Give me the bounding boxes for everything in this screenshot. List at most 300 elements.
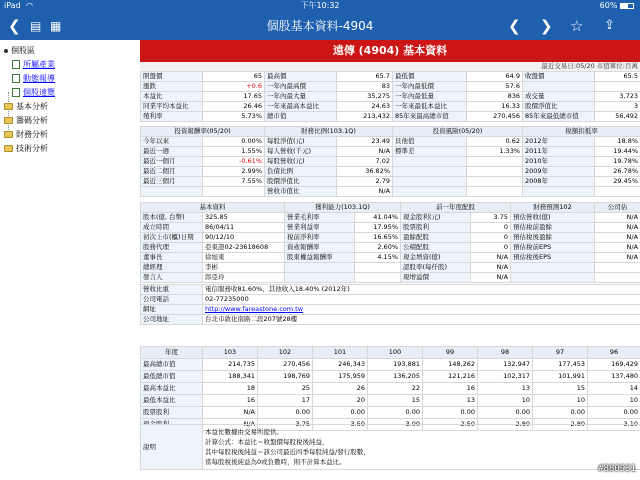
document-icon bbox=[12, 60, 20, 69]
field-value: 26.78% bbox=[595, 167, 640, 177]
field-label: 85年來最高總市值 bbox=[393, 112, 467, 122]
table-row bbox=[141, 187, 640, 197]
field-text: 電信服務收81.60%、其他收入18.40% (2012年) bbox=[205, 285, 350, 293]
field-value bbox=[467, 167, 523, 177]
field-value: 19.78% bbox=[595, 157, 640, 167]
field-label: 營業利益率 bbox=[285, 223, 355, 233]
sidebar-item-label: 基本分析 bbox=[16, 102, 48, 111]
company-info-table bbox=[140, 284, 640, 325]
field-label: 2012年 bbox=[523, 137, 595, 147]
field-label: 最近一個月 bbox=[141, 157, 203, 167]
field-value: 25 bbox=[258, 383, 313, 395]
field-value: 19.44% bbox=[595, 147, 640, 157]
sidebar-item-label: 財務分析 bbox=[16, 130, 48, 139]
watermark: #880931 bbox=[598, 464, 636, 474]
field-value: 3.10 bbox=[588, 419, 640, 431]
field-value: 36.82% bbox=[337, 167, 393, 177]
note-line: 本益比數據由交易所提供。 bbox=[205, 428, 283, 436]
field-label: 現金增資(億) bbox=[401, 253, 471, 263]
field-value: 3.00 bbox=[368, 419, 423, 431]
field-label: 股票股利 bbox=[401, 223, 471, 233]
field-value: 17 bbox=[258, 395, 313, 407]
field-value bbox=[467, 187, 523, 197]
field-label: 每股淨值(元) bbox=[265, 137, 337, 147]
folder-icon bbox=[4, 145, 13, 152]
status-time: 下午10:32 bbox=[300, 1, 340, 10]
field-label: 公司電話 bbox=[141, 295, 203, 305]
sidebar-item-1[interactable] bbox=[12, 58, 55, 72]
section-title: 投資報酬率(05/20) bbox=[141, 127, 265, 137]
field-value: 35,275 bbox=[337, 92, 393, 102]
field-value: 15 bbox=[533, 383, 588, 395]
field-label: 董事長 bbox=[141, 253, 203, 263]
field-value: 3,723 bbox=[595, 92, 640, 102]
field-value: 郎亞玲 bbox=[203, 273, 285, 283]
field-label: 稅前淨利率 bbox=[285, 233, 355, 243]
sidebar-item-label: 籌碼分析 bbox=[16, 116, 48, 125]
field-label: 每股營收(元) bbox=[265, 157, 337, 167]
field-value: 121,216 bbox=[423, 371, 478, 383]
website-link[interactable] bbox=[203, 305, 640, 315]
table-row bbox=[141, 72, 640, 82]
ratio-table bbox=[140, 126, 640, 197]
field-value: 64.9 bbox=[467, 72, 523, 82]
field-value: 李彬 bbox=[203, 263, 285, 273]
field-label: 漲跌 bbox=[141, 82, 203, 92]
year-header: 97 bbox=[533, 347, 588, 359]
field-value: 0.00 bbox=[368, 407, 423, 419]
grid-icon[interactable]: ▦ bbox=[50, 19, 62, 33]
field-value: 90/12/10 bbox=[203, 233, 285, 243]
stock-content bbox=[140, 40, 640, 480]
field-label: 最近三個月 bbox=[141, 177, 203, 187]
field-value: N/A bbox=[203, 407, 258, 419]
section-header bbox=[141, 127, 640, 137]
field-value: 4.15% bbox=[355, 253, 401, 263]
field-value: N/A bbox=[471, 263, 511, 273]
field-label: 最低本益比 bbox=[141, 395, 203, 407]
table-row bbox=[141, 243, 640, 253]
history-header bbox=[141, 347, 640, 359]
field-value: 41.04% bbox=[355, 213, 401, 223]
field-value: 7.02 bbox=[337, 157, 393, 167]
note-text bbox=[203, 425, 640, 470]
table-row bbox=[141, 371, 640, 383]
field-value: 2.80 bbox=[478, 419, 533, 431]
table-row bbox=[141, 395, 640, 407]
field-value: 0.00 bbox=[533, 407, 588, 419]
field-value: N/A bbox=[595, 223, 640, 233]
field-value: 0.00 bbox=[588, 407, 640, 419]
field-value bbox=[595, 273, 640, 283]
note-line: 當每股稅後純益為0或負數時，則不計算本益比。 bbox=[205, 458, 346, 466]
field-label: 股票股利 bbox=[141, 407, 203, 419]
section-title: 投資風險(05/20) bbox=[393, 127, 523, 137]
field-label bbox=[393, 167, 467, 177]
page-title: 個股基本資料-4904 bbox=[266, 19, 374, 33]
sidebar-item-4[interactable] bbox=[4, 100, 48, 114]
sidebar-item-label: 所屬產業 bbox=[23, 60, 55, 69]
field-value: 29.45% bbox=[595, 177, 640, 187]
field-value bbox=[203, 315, 640, 325]
field-label: 股東權益報酬率 bbox=[285, 253, 355, 263]
field-label: 負債比例 bbox=[265, 167, 337, 177]
field-label: 2008年 bbox=[523, 177, 595, 187]
field-value: N/A bbox=[595, 233, 640, 243]
field-value bbox=[355, 263, 401, 273]
quote-table bbox=[140, 71, 640, 122]
field-value: 13 bbox=[478, 383, 533, 395]
sidebar-item-2[interactable] bbox=[12, 72, 55, 86]
field-label bbox=[523, 82, 595, 92]
document-icon bbox=[12, 88, 20, 97]
table-row bbox=[141, 263, 640, 273]
sidebar-item-3[interactable] bbox=[12, 86, 55, 100]
website-url[interactable]: http://www.fareastone.com.tw bbox=[205, 305, 304, 313]
table-row bbox=[141, 167, 640, 177]
book-icon[interactable]: ▤ bbox=[30, 19, 42, 33]
field-label: 2009年 bbox=[523, 167, 595, 177]
share-icon[interactable]: ⇪ bbox=[604, 18, 615, 33]
table-row bbox=[141, 223, 640, 233]
field-label: 股本(億, 台幣) bbox=[141, 213, 203, 223]
field-value: 0.00 bbox=[313, 407, 368, 419]
field-label: 最低價 bbox=[393, 72, 467, 82]
field-label: 股價淨值比 bbox=[523, 102, 595, 112]
field-label: 一年來最高本益比 bbox=[265, 102, 337, 112]
field-label: 一年內最高價 bbox=[265, 82, 337, 92]
chevron-left-icon[interactable]: ❮ bbox=[8, 17, 21, 35]
field-label bbox=[393, 177, 467, 187]
field-value: 23.49 bbox=[337, 137, 393, 147]
field-label: 最近二個月 bbox=[141, 167, 203, 177]
field-value: 0.62 bbox=[467, 137, 523, 147]
field-label: 初次上市(櫃)日期 bbox=[141, 233, 203, 243]
back-button[interactable]: ❮ bbox=[508, 17, 521, 35]
field-label: 今年以來 bbox=[141, 137, 203, 147]
year-header: 101 bbox=[313, 347, 368, 359]
field-value: 17.65 bbox=[203, 92, 265, 102]
year-header: 100 bbox=[368, 347, 423, 359]
field-value: 3 bbox=[595, 102, 640, 112]
field-label: 最高本益比 bbox=[141, 383, 203, 395]
sidebar bbox=[0, 40, 114, 480]
table-row bbox=[141, 233, 640, 243]
field-label: 每人營收(千元) bbox=[265, 147, 337, 157]
field-label bbox=[393, 157, 467, 167]
field-value: +0.6 bbox=[203, 82, 265, 92]
field-value: 18.8% bbox=[595, 137, 640, 147]
field-value: 0 bbox=[471, 223, 511, 233]
field-value: N/A bbox=[337, 147, 393, 157]
status-bar bbox=[0, 0, 640, 12]
nav-bar bbox=[0, 12, 640, 40]
banner-title: 遠傳 (4904) 基本資料 bbox=[140, 40, 640, 62]
field-value: 175,959 bbox=[313, 371, 368, 383]
field-value: 5.73% bbox=[203, 112, 265, 122]
field-label bbox=[141, 187, 203, 197]
field-value: 198,769 bbox=[258, 371, 313, 383]
field-value: 13 bbox=[423, 395, 478, 407]
field-value: 56,492 bbox=[595, 112, 640, 122]
field-value: -0.61% bbox=[203, 157, 265, 167]
field-value bbox=[467, 177, 523, 187]
field-value: 24.63 bbox=[337, 102, 393, 112]
field-value: 0.00 bbox=[478, 407, 533, 419]
field-value: 0.00 bbox=[423, 407, 478, 419]
section-title: 獲利能力(103.1Q) bbox=[285, 203, 401, 213]
section-title: 公司估 bbox=[595, 203, 640, 213]
section-title: 基本資料 bbox=[141, 203, 285, 213]
field-value bbox=[595, 187, 640, 197]
table-row bbox=[141, 213, 640, 223]
field-value: 26 bbox=[313, 383, 368, 395]
note-line: 計算公式：本益比＝收盤價每股稅後純益， bbox=[205, 438, 329, 446]
field-value: 10 bbox=[588, 395, 640, 407]
field-label: 殖利率 bbox=[141, 112, 203, 122]
field-value: 270,456 bbox=[258, 359, 313, 371]
table-row bbox=[141, 359, 640, 371]
sidebar-item-label: 技術分析 bbox=[16, 144, 48, 153]
table-row bbox=[141, 102, 640, 112]
field-value: 1.55% bbox=[203, 147, 265, 157]
field-value: 325.85 bbox=[203, 213, 285, 223]
section-title: 財務預測102 bbox=[511, 203, 595, 213]
field-label: 現金股利(元) bbox=[401, 213, 471, 223]
field-value: 0.00% bbox=[203, 137, 265, 147]
field-value bbox=[203, 295, 640, 305]
field-label: 資產報酬率 bbox=[285, 243, 355, 253]
field-label: 本益比 bbox=[141, 92, 203, 102]
field-value: 57.6 bbox=[467, 82, 523, 92]
field-label: 貝他值 bbox=[393, 137, 467, 147]
field-value: 177,453 bbox=[533, 359, 588, 371]
field-label: 預估稅前EPS bbox=[511, 243, 595, 253]
field-value: 65 bbox=[203, 72, 265, 82]
field-value: 16 bbox=[423, 383, 478, 395]
year-header: 103 bbox=[203, 347, 258, 359]
field-value: 137,480 bbox=[588, 371, 640, 383]
sidebar-root[interactable]: 個股區 bbox=[4, 44, 35, 58]
section-title: 前一年度配股 bbox=[401, 203, 511, 213]
field-label: 認股率(每仟股) bbox=[401, 263, 471, 273]
field-value: 101,991 bbox=[533, 371, 588, 383]
table-row bbox=[141, 273, 640, 283]
field-value: N/A bbox=[337, 187, 393, 197]
folder-icon bbox=[4, 103, 13, 110]
field-label: 85年來最低總市值 bbox=[523, 112, 595, 122]
field-value: 0.00 bbox=[258, 407, 313, 419]
field-value: 16.65% bbox=[355, 233, 401, 243]
field-label: 成立時間 bbox=[141, 223, 203, 233]
table-row bbox=[141, 112, 640, 122]
year-header: 102 bbox=[258, 347, 313, 359]
sidebar-item-label: 個股速覽 bbox=[23, 88, 55, 97]
field-label: 股務代理 bbox=[141, 243, 203, 253]
field-label: 2010年 bbox=[523, 157, 595, 167]
field-value: N/A bbox=[203, 419, 258, 431]
field-value bbox=[203, 285, 640, 295]
table-row bbox=[141, 253, 640, 263]
forward-button[interactable]: ❯ bbox=[540, 17, 553, 35]
field-value: N/A bbox=[471, 253, 511, 263]
field-label: 標準差 bbox=[393, 147, 467, 157]
field-label bbox=[511, 273, 595, 283]
field-value: 10 bbox=[478, 395, 533, 407]
field-value: 3.75 bbox=[258, 419, 313, 431]
section-title: 財務比例(103.1Q) bbox=[265, 127, 393, 137]
field-label: 預估稅後EPS bbox=[511, 253, 595, 263]
device-name: iPad bbox=[4, 1, 21, 10]
battery-icon bbox=[620, 3, 634, 9]
field-value: 亞東證02-23618608 bbox=[203, 243, 285, 253]
field-label: 一年內最低價 bbox=[393, 82, 467, 92]
year-header: 年度 bbox=[141, 347, 203, 359]
field-value: 836 bbox=[467, 92, 523, 102]
field-value: 徐旭東 bbox=[203, 253, 285, 263]
field-value: 2.80 bbox=[533, 419, 588, 431]
field-label bbox=[393, 187, 467, 197]
field-value: N/A bbox=[595, 253, 640, 263]
note-label: 說明 bbox=[141, 425, 203, 470]
field-label: 現增溢價 bbox=[401, 273, 471, 283]
field-label: 最低總市值 bbox=[141, 371, 203, 383]
note-row bbox=[141, 425, 640, 470]
field-label: 同業平均本益比 bbox=[141, 102, 203, 112]
field-value: 83 bbox=[337, 82, 393, 92]
field-label: 預估稅前盈餘 bbox=[511, 223, 595, 233]
field-label: 最高總市值 bbox=[141, 359, 203, 371]
field-value: 26.46 bbox=[203, 102, 265, 112]
year-header: 98 bbox=[478, 347, 533, 359]
field-label: 一年內最大量 bbox=[265, 92, 337, 102]
table-row bbox=[141, 137, 640, 147]
document-icon bbox=[12, 74, 20, 83]
field-value: 193,881 bbox=[368, 359, 423, 371]
field-label: 總經理 bbox=[141, 263, 203, 273]
field-value: 65.5 bbox=[595, 72, 640, 82]
field-label: 公積配股 bbox=[401, 243, 471, 253]
table-row bbox=[141, 147, 640, 157]
banner-sub: 最近交易日:05/20 市值單位:百萬 bbox=[140, 62, 640, 71]
field-label: 一年內最低量 bbox=[393, 92, 467, 102]
field-value: 0 bbox=[471, 233, 511, 243]
field-value: 86/04/11 bbox=[203, 223, 285, 233]
star-icon[interactable]: ☆ bbox=[570, 17, 584, 35]
battery-level: 60% bbox=[600, 0, 634, 12]
field-value: 15 bbox=[368, 395, 423, 407]
field-label: 最近一週 bbox=[141, 147, 203, 157]
field-value: 2.79 bbox=[337, 177, 393, 187]
field-text: 02-77235000 bbox=[205, 295, 249, 303]
field-label: 2011年 bbox=[523, 147, 595, 157]
field-value: 136,205 bbox=[368, 371, 423, 383]
field-value: 213,432 bbox=[337, 112, 393, 122]
field-value: 3.50 bbox=[313, 419, 368, 431]
field-label: 成交量 bbox=[523, 92, 595, 102]
sidebar-item-5[interactable] bbox=[4, 114, 48, 128]
field-label: 營收比重 bbox=[141, 285, 203, 295]
basic-table bbox=[140, 202, 640, 283]
field-value: 246,343 bbox=[313, 359, 368, 371]
field-label: 營業毛利率 bbox=[285, 213, 355, 223]
field-value: 1.33% bbox=[467, 147, 523, 157]
history-table bbox=[140, 346, 640, 431]
field-label: 最高價 bbox=[265, 72, 337, 82]
field-label bbox=[523, 187, 595, 197]
field-value bbox=[203, 187, 265, 197]
field-label: 公司地址 bbox=[141, 315, 203, 325]
field-label bbox=[285, 263, 355, 273]
table-row bbox=[141, 383, 640, 395]
field-label: 發言人 bbox=[141, 273, 203, 283]
field-text: 台北市敦化南路二段207號28樓 bbox=[205, 315, 298, 323]
table-row bbox=[141, 92, 640, 102]
table-row bbox=[141, 285, 640, 295]
bullet-icon bbox=[4, 49, 8, 53]
field-value: 2.99% bbox=[203, 167, 265, 177]
field-label: 營收市值比 bbox=[265, 187, 337, 197]
field-value: 132,947 bbox=[478, 359, 533, 371]
table-row bbox=[141, 157, 640, 167]
field-label: 盈餘配股 bbox=[401, 233, 471, 243]
field-label: 總市值 bbox=[265, 112, 337, 122]
field-value: 2.50 bbox=[423, 419, 478, 431]
field-value: 188,341 bbox=[203, 371, 258, 383]
field-value: 65.7 bbox=[337, 72, 393, 82]
field-label: 收盤價 bbox=[523, 72, 595, 82]
note-line: 其中每股稅後純益＝該公司最近四季每股純益/發行股數， bbox=[205, 448, 370, 456]
field-value bbox=[467, 157, 523, 167]
field-label: 股價淨值比 bbox=[265, 177, 337, 187]
year-header: 99 bbox=[423, 347, 478, 359]
field-value: 16 bbox=[203, 395, 258, 407]
note-table bbox=[140, 424, 640, 470]
field-value bbox=[595, 82, 640, 92]
field-value: 102,317 bbox=[478, 371, 533, 383]
field-label bbox=[285, 273, 355, 283]
field-value bbox=[355, 273, 401, 283]
table-row bbox=[141, 315, 640, 325]
field-value: N/A bbox=[595, 213, 640, 223]
field-label: 網址 bbox=[141, 305, 203, 315]
field-value: 214,735 bbox=[203, 359, 258, 371]
sidebar-item-6[interactable] bbox=[4, 128, 48, 142]
folder-icon bbox=[4, 117, 13, 124]
field-label: 預估稅後盈餘 bbox=[511, 233, 595, 243]
table-row bbox=[141, 305, 640, 315]
section-title: 稅額扣抵率 bbox=[523, 127, 640, 137]
table-row bbox=[141, 407, 640, 419]
field-label: 開盤價 bbox=[141, 72, 203, 82]
field-value: 7.55% bbox=[203, 177, 265, 187]
field-value: N/A bbox=[471, 273, 511, 283]
sidebar-item-label: 動態報導 bbox=[23, 74, 55, 83]
table-row bbox=[141, 295, 640, 305]
field-value: 10 bbox=[533, 395, 588, 407]
field-label: 一年來最低本益比 bbox=[393, 102, 467, 112]
section-header bbox=[141, 203, 640, 213]
field-value: 14 bbox=[588, 383, 640, 395]
sidebar-item-7[interactable] bbox=[4, 142, 48, 156]
field-value: 0 bbox=[471, 243, 511, 253]
year-header: 96 bbox=[588, 347, 640, 359]
field-value: 3.75 bbox=[471, 213, 511, 223]
field-value: N/A bbox=[595, 243, 640, 253]
wifi-icon: ◠ bbox=[26, 1, 33, 10]
field-value: 20 bbox=[313, 395, 368, 407]
field-value: 2.60% bbox=[355, 243, 401, 253]
